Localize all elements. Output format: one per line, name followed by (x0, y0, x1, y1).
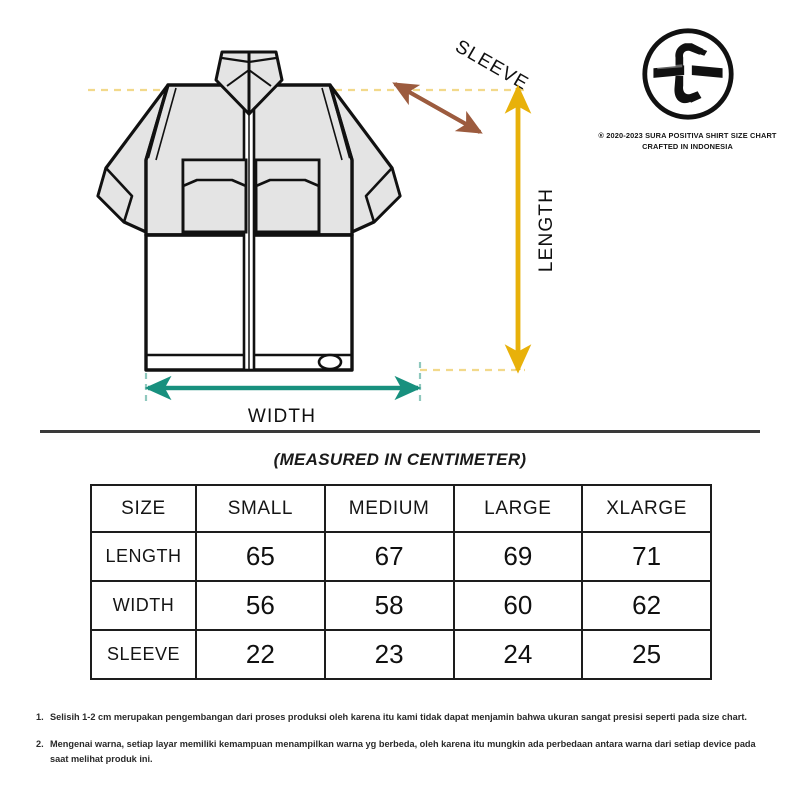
length-measure-arrow (518, 88, 557, 370)
cell-width-medium: 58 (325, 581, 454, 630)
cell-sleeve-medium: 23 (325, 630, 454, 679)
column-header-large: LARGE (454, 485, 583, 532)
shirt-outline (98, 52, 400, 370)
sura-positiva-logo-icon (640, 26, 736, 122)
table-row-length (91, 532, 711, 581)
footnote-2-text: Mengenai warna, setiap layar memiliki kemampuan menampilkan warna yg berbeda, oleh karena itu mungkin ada perbedaan antara warna dari setiap device pada saat melihat produk ini. (50, 739, 756, 764)
footnote-2 (36, 737, 776, 766)
size-table (90, 484, 712, 680)
brand-caption (580, 131, 795, 152)
brand-caption-line-1: ® 2020-2023 SURA POSITIVA SHIRT SIZE CHART (598, 131, 777, 140)
brand-caption-line-2: CRAFTED IN INDONESIA (642, 141, 733, 151)
cell-sleeve-small: 22 (196, 630, 325, 679)
length-label: LENGTH (536, 187, 557, 273)
footnotes (36, 710, 776, 779)
footnote-1-number: 1. (36, 712, 44, 722)
width-measure-arrow (148, 388, 418, 427)
hem-tag (319, 355, 341, 369)
column-header-xlarge: XLARGE (582, 485, 711, 532)
footnote-1 (36, 710, 776, 724)
sleeve-arrow-line-down (395, 84, 480, 132)
cell-length-medium: 67 (325, 532, 454, 581)
cell-length-small: 65 (196, 532, 325, 581)
footnote-1-text: Selisih 1-2 cm merupakan pengembangan dari proses produksi oleh karena itu kami tidak dapat menjamin bahwa ukuran sangat presisi seperti pada size chart. (50, 712, 747, 722)
column-header-small: SMALL (196, 485, 325, 532)
measure-unit-note: (MEASURED IN CENTIMETER) (273, 450, 527, 469)
table-header-row (91, 485, 711, 532)
cell-length-xlarge: 71 (582, 532, 711, 581)
width-label: WIDTH (247, 406, 317, 427)
footnote-2-number: 2. (36, 739, 44, 750)
cell-sleeve-large: 24 (454, 630, 583, 679)
shirt-technical-drawing (20, 10, 580, 430)
row-label-sleeve: SLEEVE (91, 630, 196, 679)
table-row-sleeve (91, 630, 711, 679)
cell-width-xlarge: 62 (582, 581, 711, 630)
cell-sleeve-xlarge: 25 (582, 630, 711, 679)
row-label-length: LENGTH (91, 532, 196, 581)
column-header-size: SIZE (91, 485, 196, 532)
cell-width-small: 56 (196, 581, 325, 630)
cell-width-large: 60 (454, 581, 583, 630)
brand-block (580, 26, 795, 152)
column-header-medium: MEDIUM (325, 485, 454, 532)
row-label-width: WIDTH (91, 581, 196, 630)
sleeve-label: SLEEVE (451, 36, 533, 95)
section-divider (40, 430, 760, 433)
sleeve-measure-arrow (395, 36, 532, 132)
size-table-wrapper (90, 484, 710, 680)
table-row-width (91, 581, 711, 630)
cell-length-large: 69 (454, 532, 583, 581)
